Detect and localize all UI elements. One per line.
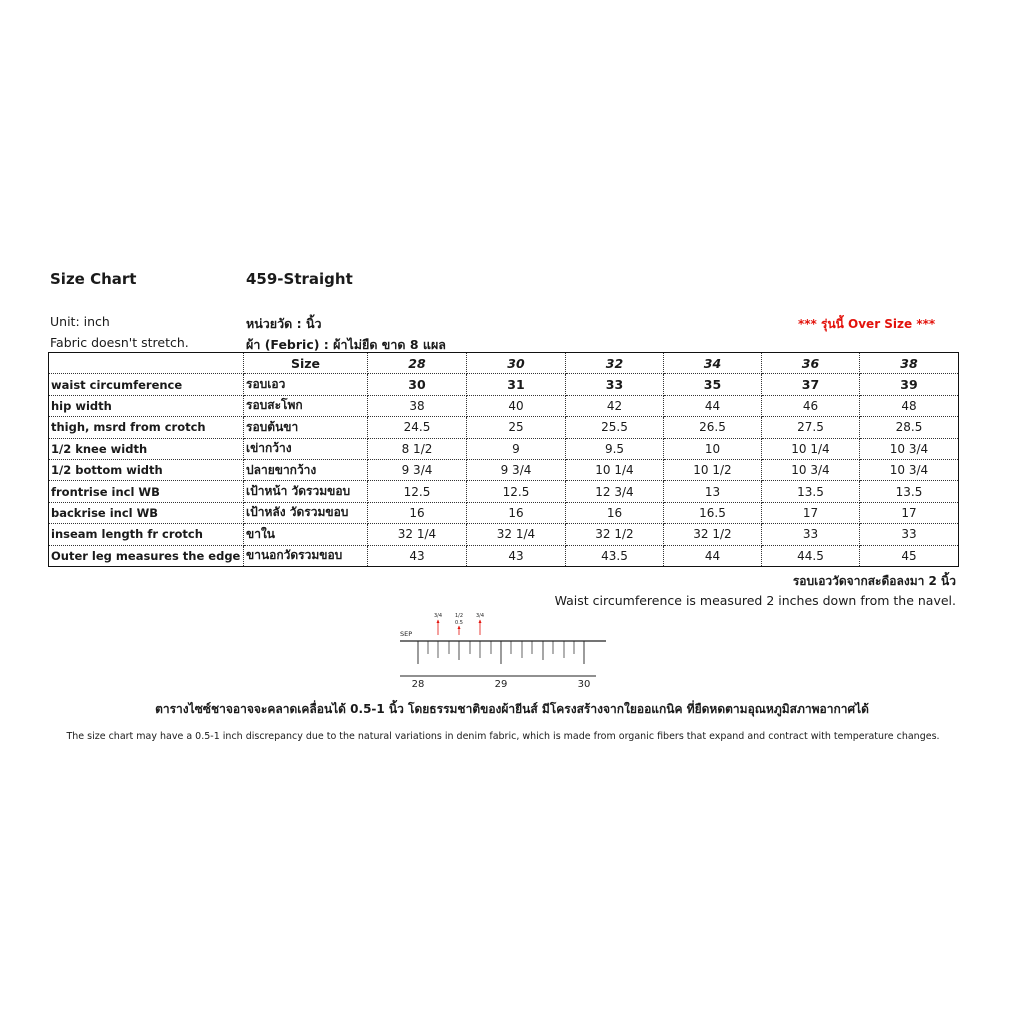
table-cell: 12.5 <box>467 481 566 502</box>
table-cell: 10 3/4 <box>860 459 959 480</box>
table-cell: 44.5 <box>762 545 860 566</box>
tape-ticks <box>418 641 584 664</box>
size-col-header: 36 <box>762 353 860 374</box>
table-row <box>49 545 959 566</box>
size-col-header: 30 <box>467 353 566 374</box>
tape-number: 29 <box>494 679 508 690</box>
row-label-th: รอบสะโพก <box>244 395 368 416</box>
table-cell: 10 <box>664 438 762 459</box>
table-cell: 30 <box>368 374 467 395</box>
row-label-th: ปลายขากว้าง <box>244 459 368 480</box>
table-cell: 10 1/4 <box>762 438 860 459</box>
table-row <box>49 438 959 459</box>
fabric-th: ผ้า (Febric) : ผ้าไม่ยืด ขาด 8 แผล <box>246 337 446 352</box>
disclaimer-en: The size chart may have a 0.5-1 inch discrepancy due to the natural variations in denim fabric, which is made from organic fibers that expand and contract with temperature changes. <box>66 731 940 742</box>
table-cell: 44 <box>664 545 762 566</box>
row-label-th: เป้าหลัง วัดรวมขอบ <box>244 502 368 523</box>
tape-number: 28 <box>411 679 425 690</box>
table-cell: 12.5 <box>368 481 467 502</box>
table-cell: 46 <box>762 395 860 416</box>
table-cell: 9 <box>467 438 566 459</box>
table-cell: 38 <box>368 395 467 416</box>
table-cell: 40 <box>467 395 566 416</box>
disclaimer-th: ตารางไซซ์ชาจอาจจะคลาดเคลื่อนได้ 0.5-1 นิ้ว โดยธรรมชาติของผ้ายีนส์ มีโครงสร้างจากใยออแกนิค ที่ยืดหดตามอุณหภูมิสภาพอากาศได้ <box>155 702 869 716</box>
table-cell: 37 <box>762 374 860 395</box>
measuring-tape-illustration <box>396 608 608 690</box>
model-name: 459-Straight <box>246 270 353 288</box>
size-col-header: 28 <box>368 353 467 374</box>
table-row <box>49 395 959 416</box>
table-cell: 10 1/4 <box>566 459 664 480</box>
size-col-header: 38 <box>860 353 959 374</box>
unit-th: หน่วยวัด : นิ้ว <box>246 316 322 331</box>
table-cell: 28.5 <box>860 417 959 438</box>
table-cell: 43 <box>467 545 566 566</box>
table-cell: 13.5 <box>762 481 860 502</box>
table-cell: 31 <box>467 374 566 395</box>
table-row <box>49 502 959 523</box>
page-title: Size Chart <box>50 270 137 288</box>
table-cell: 25.5 <box>566 417 664 438</box>
table-cell: 33 <box>762 524 860 545</box>
table-cell: 35 <box>664 374 762 395</box>
row-label-en: 1/2 bottom width <box>49 459 244 480</box>
table-cell: 17 <box>860 502 959 523</box>
row-label-en: 1/2 knee width <box>49 438 244 459</box>
table-cell: 9 3/4 <box>368 459 467 480</box>
fabric-en: Fabric doesn't stretch. <box>50 335 189 350</box>
table-cell: 10 3/4 <box>860 438 959 459</box>
table-cell: 33 <box>860 524 959 545</box>
table-row <box>49 374 959 395</box>
tape-marker-sub: 0.5 <box>455 620 463 626</box>
table-cell: 13.5 <box>860 481 959 502</box>
waist-note-th: รอบเอววัดจากสะดือลงมา 2 นิ้ว <box>792 574 956 588</box>
table-cell: 16 <box>368 502 467 523</box>
oversize-note: *** รุ่นนี้ Over Size *** <box>798 317 936 331</box>
unit-en: Unit: inch <box>50 314 110 329</box>
row-label-th: ขานอกวัดรวมขอบ <box>244 545 368 566</box>
table-row <box>49 524 959 545</box>
table-cell: 32 1/4 <box>467 524 566 545</box>
table-header-row <box>49 353 959 374</box>
row-label-en: frontrise incl WB <box>49 481 244 502</box>
row-label-en: inseam length fr crotch <box>49 524 244 545</box>
row-label-en: Outer leg measures the edge <box>49 545 244 566</box>
row-label-th: รอบต้นขา <box>244 417 368 438</box>
table-cell: 42 <box>566 395 664 416</box>
table-row <box>49 459 959 480</box>
table-cell: 33 <box>566 374 664 395</box>
table-cell: 12 3/4 <box>566 481 664 502</box>
tape-marker-label: 3/4 <box>475 613 485 619</box>
table-cell: 39 <box>860 374 959 395</box>
row-label-en: backrise incl WB <box>49 502 244 523</box>
header-blank-cell <box>49 353 244 374</box>
table-cell: 16 <box>566 502 664 523</box>
tape-marker-label: 3/4 <box>433 613 443 619</box>
row-label-th: รอบเอว <box>244 374 368 395</box>
tape-label: SEP <box>400 630 413 638</box>
table-cell: 43 <box>368 545 467 566</box>
table-row <box>49 417 959 438</box>
table-cell: 8 1/2 <box>368 438 467 459</box>
table-cell: 17 <box>762 502 860 523</box>
row-label-th: เข่ากว้าง <box>244 438 368 459</box>
table-cell: 43.5 <box>566 545 664 566</box>
table-cell: 16 <box>467 502 566 523</box>
size-table <box>48 352 959 567</box>
table-cell: 25 <box>467 417 566 438</box>
table-cell: 13 <box>664 481 762 502</box>
table-cell: 27.5 <box>762 417 860 438</box>
row-label-en: hip width <box>49 395 244 416</box>
size-col-header: 32 <box>566 353 664 374</box>
table-cell: 9.5 <box>566 438 664 459</box>
size-col-header: 34 <box>664 353 762 374</box>
table-cell: 45 <box>860 545 959 566</box>
tape-number: 30 <box>577 679 591 690</box>
row-label-th: เป้าหน้า วัดรวมขอบ <box>244 481 368 502</box>
table-cell: 16.5 <box>664 502 762 523</box>
table-cell: 32 1/2 <box>566 524 664 545</box>
waist-note-en: Waist circumference is measured 2 inches down from the navel. <box>554 593 956 608</box>
table-cell: 10 1/2 <box>664 459 762 480</box>
row-label-en: thigh, msrd from crotch <box>49 417 244 438</box>
table-cell: 32 1/2 <box>664 524 762 545</box>
table-cell: 44 <box>664 395 762 416</box>
table-cell: 32 1/4 <box>368 524 467 545</box>
size-header: Size <box>244 353 368 374</box>
table-cell: 10 3/4 <box>762 459 860 480</box>
table-cell: 9 3/4 <box>467 459 566 480</box>
table-cell: 24.5 <box>368 417 467 438</box>
table-cell: 26.5 <box>664 417 762 438</box>
row-label-th: ขาใน <box>244 524 368 545</box>
tape-marker-label: 1/2 <box>454 613 464 619</box>
table-row <box>49 481 959 502</box>
row-label-en: waist circumference <box>49 374 244 395</box>
table-cell: 48 <box>860 395 959 416</box>
